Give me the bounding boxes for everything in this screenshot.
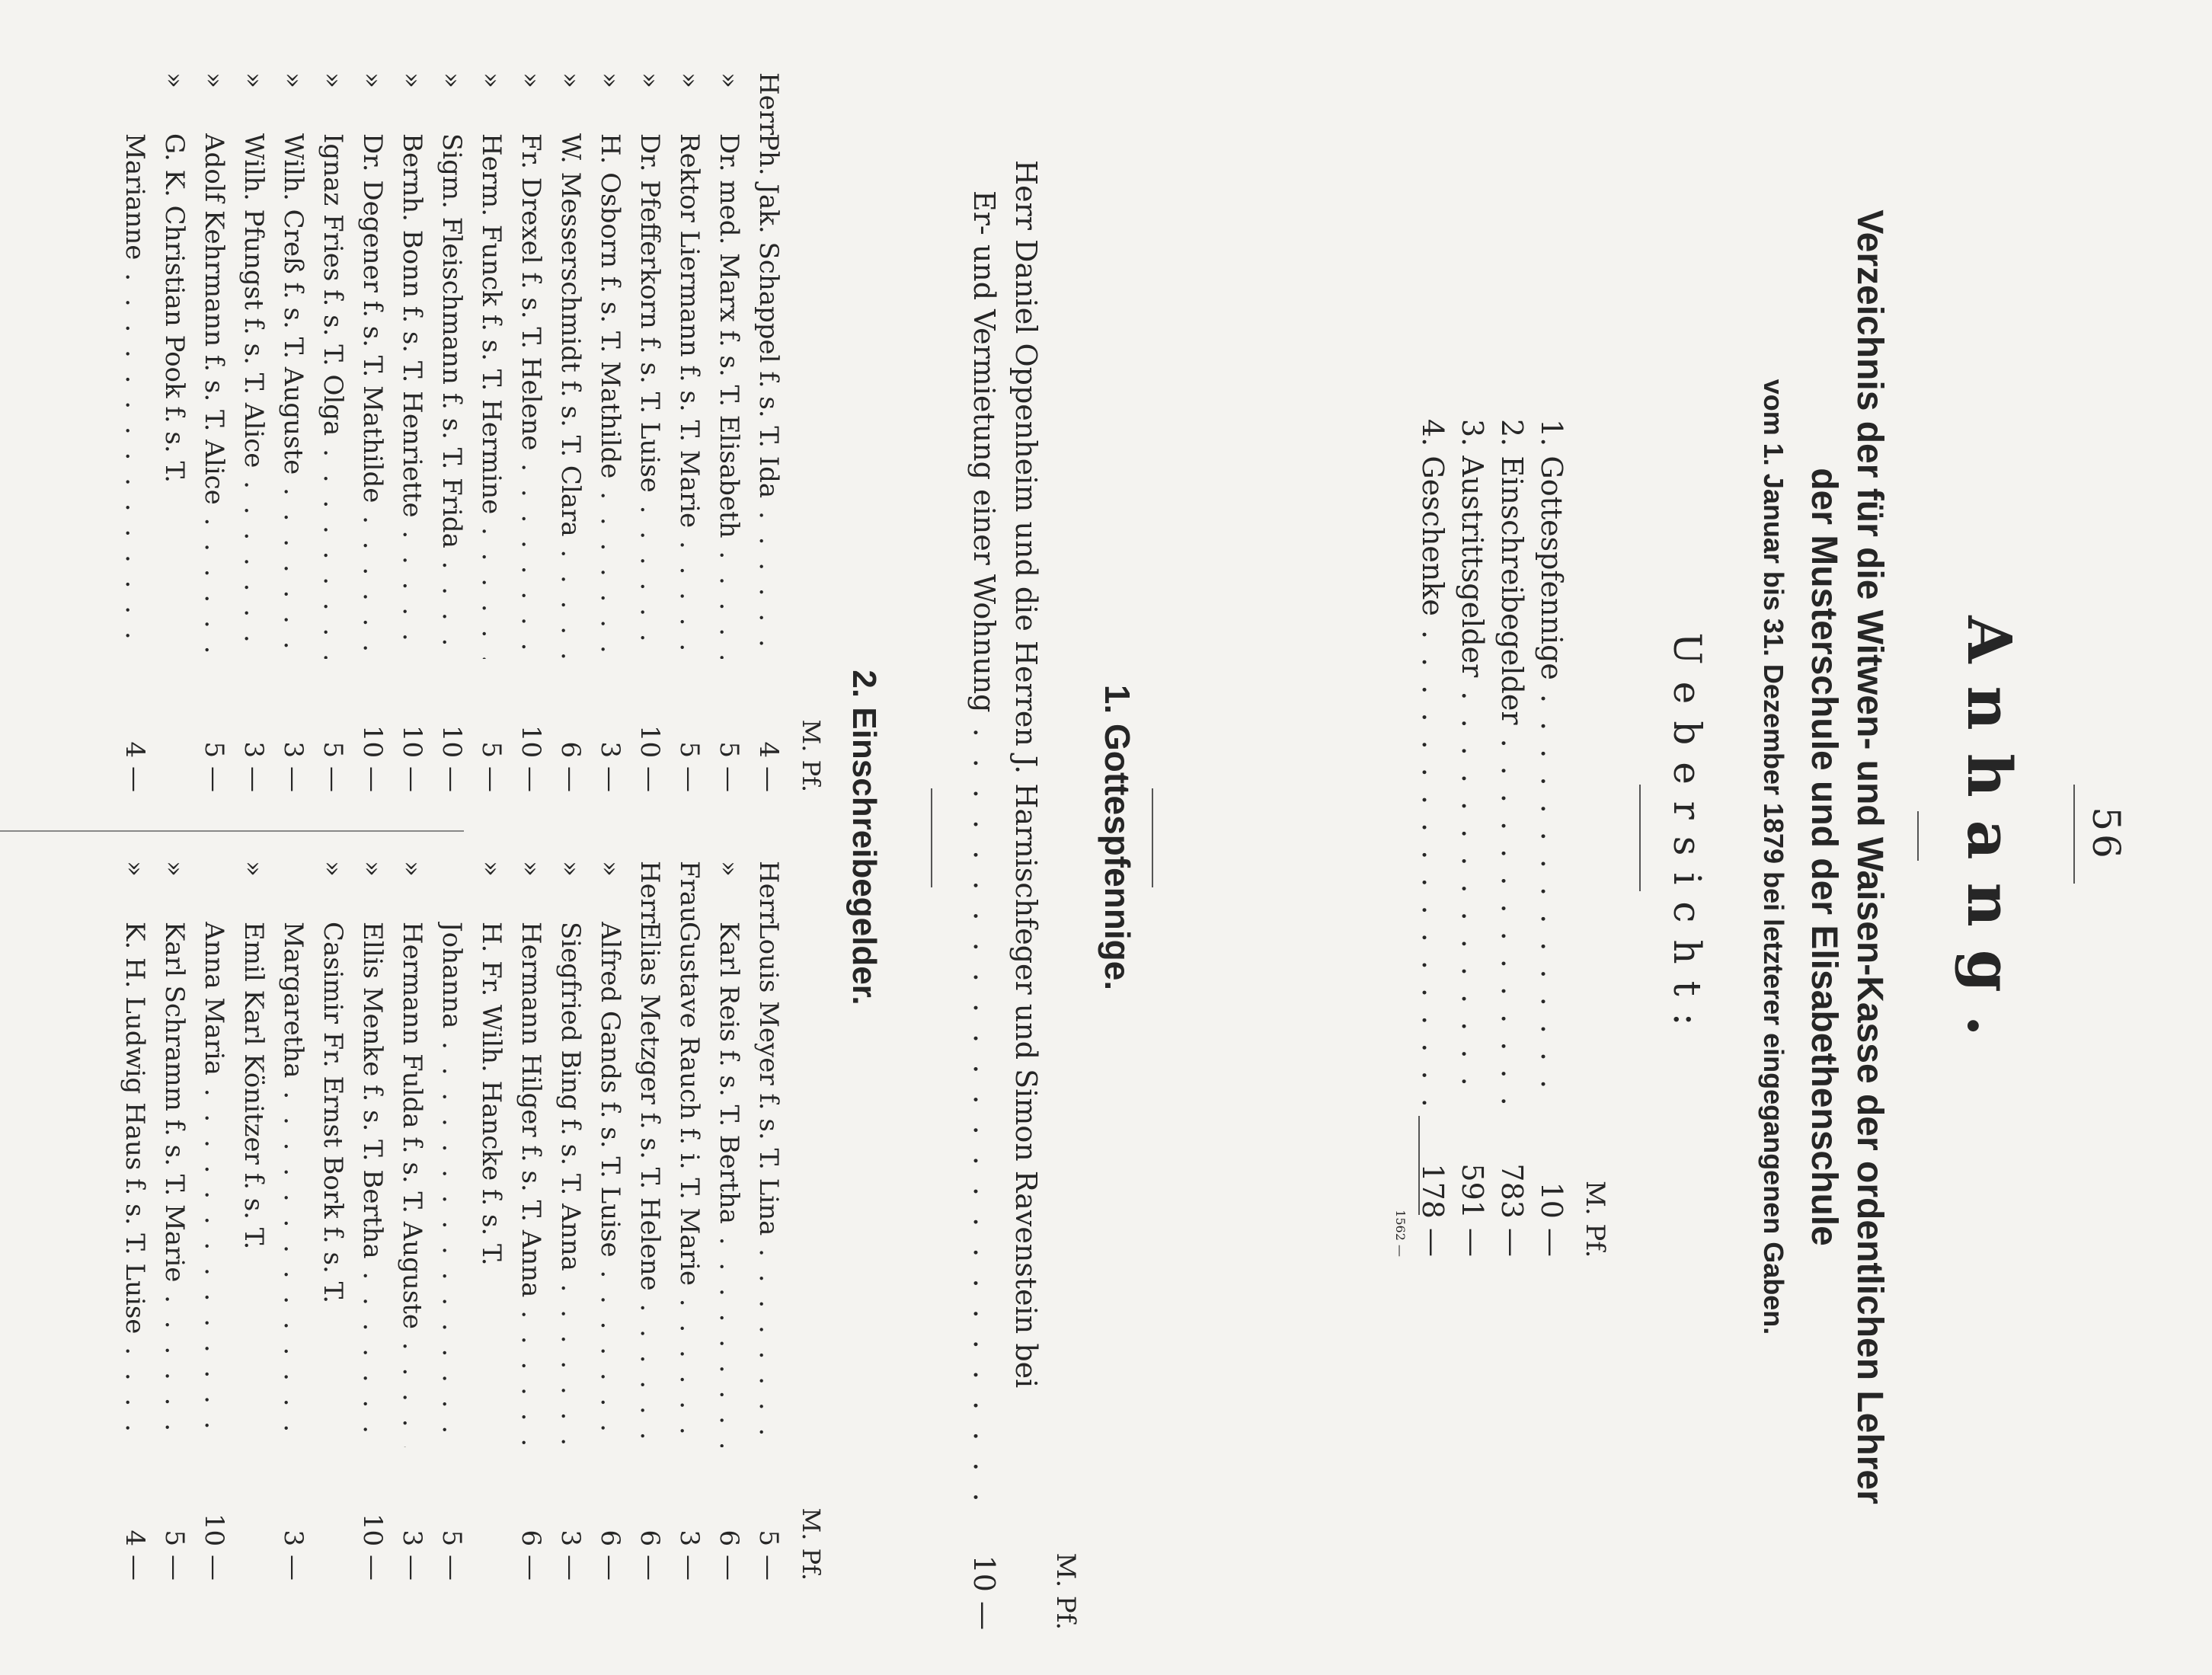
gottespfennige-text-line: Herr Daniel Oppenheim und die Herren J. Harnischfeger und Simon Ravenstein bei xyxy=(1009,160,1043,1389)
entry-value: 5 — xyxy=(318,741,348,792)
page-number-rule xyxy=(2073,785,2075,884)
entry-value: 10 — xyxy=(635,724,665,792)
entry-prefix: » xyxy=(318,72,348,88)
entry-value: 10 — xyxy=(516,724,546,792)
entry-name: H. Osborn f. s. T. Mathilde . . . xyxy=(595,133,625,659)
entry-name: Rektor Liermann f. s. T. Marie . . . xyxy=(674,133,705,659)
entry-prefix: » xyxy=(516,72,546,88)
entry-row xyxy=(744,861,784,1592)
entry-value: 10 — xyxy=(436,724,467,792)
overview-total: 1562 — xyxy=(1393,1210,1408,1257)
entry-prefix: » xyxy=(595,861,625,877)
entry-name: Casimir Fr. Ernst Bork f. s. T. xyxy=(318,922,348,1304)
entry-prefix: » xyxy=(555,861,586,877)
entry-value: 5 — xyxy=(476,741,507,792)
entry-name: Marianne . . . xyxy=(120,133,150,659)
entry-value: 6 — xyxy=(635,1530,665,1581)
section-rule xyxy=(1152,788,1153,887)
entry-value: 4 — xyxy=(120,1530,150,1581)
entry-name: H. Fr. Wilh. Hancke f. s. T. xyxy=(476,922,507,1266)
overview-rule xyxy=(1639,785,1641,891)
column-currency-header: M. Pf. xyxy=(797,1507,826,1581)
entry-value: 10 — xyxy=(199,1513,229,1581)
entry-row xyxy=(705,72,744,804)
entry-row xyxy=(507,861,546,1592)
entry-prefix: » xyxy=(714,72,744,88)
entry-value: 4 — xyxy=(753,741,784,792)
entry-row xyxy=(150,72,190,804)
overview-label: 4. Geschenke . . . xyxy=(1416,419,1450,1104)
entry-name: Adolf Kehrmann f. s. T. Alice . . . xyxy=(199,133,229,659)
entry-row xyxy=(427,72,467,804)
entry-value: 6 — xyxy=(595,1530,625,1581)
overview-row xyxy=(1410,419,1450,1333)
gottespfennige-currency-header: M. Pf. xyxy=(1050,1552,1081,1630)
entry-row xyxy=(586,861,625,1592)
entry-prefix: » xyxy=(516,861,546,877)
entry-row xyxy=(269,861,308,1592)
entry-prefix: » xyxy=(476,72,507,88)
overview-label: 2. Einschreibegelder . . . xyxy=(1495,419,1529,1104)
entry-row xyxy=(229,861,269,1592)
entry-value: 3 — xyxy=(278,1530,308,1581)
entry-prefix: » xyxy=(318,861,348,877)
entry-name: Alfred Gands f. s. T. Luise . . . xyxy=(595,922,625,1447)
entry-row xyxy=(229,72,269,804)
entry-row xyxy=(625,72,665,804)
einschreibegelder-title: 2. Einschreibegelder. xyxy=(845,670,883,1005)
entry-name: K. H. Ludwig Haus f. s. T. Luise . . . xyxy=(120,922,150,1447)
page-number: 56 xyxy=(2084,807,2128,861)
overview-value: 783 — xyxy=(1495,1163,1529,1257)
entry-row xyxy=(348,72,388,804)
entry-row xyxy=(467,861,507,1592)
entry-row xyxy=(308,72,348,804)
entry-prefix: » xyxy=(397,861,427,877)
entry-name: Louis Meyer f. s. T. Lina . . . xyxy=(753,922,784,1447)
entry-row xyxy=(546,72,586,804)
column-currency-header: M. Pf. xyxy=(797,719,826,792)
entry-name: W. Messerschmidt f. s. T. Clara . . . xyxy=(555,133,586,659)
entry-row xyxy=(388,861,427,1592)
entry-name: Hermann Hilger f. s. T. Anna . . . xyxy=(516,922,546,1447)
entry-row xyxy=(110,72,150,804)
entry-row xyxy=(150,861,190,1592)
entry-prefix: » xyxy=(674,72,705,88)
section-rule xyxy=(931,788,932,887)
entry-prefix: » xyxy=(476,861,507,877)
entry-value: 5 — xyxy=(753,1530,784,1581)
document-subheading: vom 1. Januar bis 31. Dezember 1879 bei letzterer eingegangenen Gaben. xyxy=(1758,379,1789,1335)
entry-prefix: » xyxy=(436,72,467,88)
overview-value: 10 — xyxy=(1535,1181,1568,1257)
entry-value: 6 — xyxy=(516,1530,546,1581)
entry-value: 5 — xyxy=(714,741,744,792)
overview-row xyxy=(1489,419,1529,1333)
entry-value: 5 — xyxy=(199,741,229,792)
overview-title: Uebersicht: xyxy=(1665,632,1709,1043)
entry-value: 5 — xyxy=(674,741,705,792)
entry-prefix: » xyxy=(159,861,190,877)
entry-row xyxy=(190,861,229,1592)
entry-row xyxy=(348,861,388,1592)
column-divider xyxy=(0,830,464,832)
entry-prefix: » xyxy=(159,72,190,88)
page-title: Anhang. xyxy=(1954,615,2025,1060)
entry-prefix: » xyxy=(357,72,388,88)
entry-name: Dr. med. Marx f. s. T. Elisabeth . . . xyxy=(714,133,744,659)
title-rule xyxy=(1917,811,1919,861)
entry-prefix: Herr xyxy=(753,861,784,924)
entry-value: 6 — xyxy=(555,741,586,792)
entry-prefix: » xyxy=(238,861,269,877)
entry-row xyxy=(190,72,229,804)
entry-name: Karl Schramm f. s. T. Marie . . . xyxy=(159,922,190,1447)
entry-row xyxy=(546,861,586,1592)
entry-value: 3 — xyxy=(278,741,308,792)
entry-value: 4 — xyxy=(120,741,150,792)
entry-name: Wilh. Creß f. s. T. Auguste . . . xyxy=(278,133,308,659)
entry-name: Fr. Drexel f. s. T. Helene . . . xyxy=(516,133,546,659)
entry-value: 3 — xyxy=(238,741,269,792)
entry-value: 5 — xyxy=(159,1530,190,1581)
entry-name: Dr. Degener f. s. T. Mathilde . . . xyxy=(357,133,388,659)
entry-prefix: » xyxy=(595,72,625,88)
entry-name: Bernh. Bonn f. s. T. Henriette . . . xyxy=(397,133,427,659)
entry-row xyxy=(705,861,744,1592)
entry-name: Ph. Jak. Schappel f. s. T. Ida . . . xyxy=(753,133,784,659)
entry-prefix: » xyxy=(199,72,229,88)
entry-name: Anna Maria . . . xyxy=(199,922,229,1447)
entry-row xyxy=(269,72,308,804)
entry-value: 3 — xyxy=(397,1530,427,1581)
overview-currency-header: M. Pf. xyxy=(1580,1181,1610,1258)
overview-value: 591 — xyxy=(1456,1163,1489,1257)
entry-value: 10 — xyxy=(357,1513,388,1581)
entry-row xyxy=(467,72,507,804)
entry-name: Ellis Menke f. s. T. Bertha . . . xyxy=(357,922,388,1447)
entry-row xyxy=(665,72,705,804)
document-heading: Verzeichnis der für die Witwen- und Waisen-Kasse der ordentlichen Lehrer der Musterschule und der Elisabethenschule xyxy=(1804,209,1890,1504)
entry-name: Karl Reis f. s. T. Bertha . . . xyxy=(714,922,744,1447)
gottespfennige-text-line: Er- und Vermietung einer Wohnung . . . xyxy=(967,190,1001,1501)
entry-name: Wilh. Pfungst f. s. T. Alice . . . xyxy=(238,133,269,659)
entry-prefix: » xyxy=(238,72,269,88)
entry-prefix: Herr xyxy=(753,72,784,136)
entry-prefix: » xyxy=(714,861,744,877)
entry-prefix: » xyxy=(397,72,427,88)
overview-row xyxy=(1529,419,1568,1333)
entry-prefix: Frau xyxy=(674,861,705,924)
entry-name: Dr. Pfefferkorn f. s. T. Luise . . . xyxy=(635,133,665,659)
entry-prefix: » xyxy=(555,72,586,88)
overview-sum-rule xyxy=(1418,1116,1420,1215)
entry-row xyxy=(110,861,150,1592)
entry-name: G. K. Christian Pook f. s. T. xyxy=(159,133,190,483)
entry-value: 10 — xyxy=(397,724,427,792)
entry-row xyxy=(665,861,705,1592)
entry-name: Ignaz Fries f. s. T. Olga . . . xyxy=(318,133,348,659)
entry-value: 10 — xyxy=(357,724,388,792)
entry-value: 5 — xyxy=(436,1530,467,1581)
entry-name: Johanna . . . xyxy=(436,922,467,1447)
entry-name: Hermann Fulda f. s. T. Auguste . . . xyxy=(397,922,427,1447)
overview-row xyxy=(1450,419,1489,1333)
entry-row xyxy=(625,861,665,1592)
entry-name: Margaretha . . . xyxy=(278,922,308,1447)
entry-row xyxy=(427,861,467,1592)
entry-prefix: Herr xyxy=(635,861,665,924)
entry-prefix: » xyxy=(635,72,665,88)
entry-name: Gustave Rauch f. i. T. Marie . . . xyxy=(674,922,705,1447)
entry-row xyxy=(388,72,427,804)
entry-name: Sigm. Fleischmann f. s. T. Frida . . . xyxy=(436,133,467,659)
entry-value: 3 — xyxy=(555,1530,586,1581)
entry-name: Siegfried Bing f. s. T. Anna . . . xyxy=(555,922,586,1447)
entry-prefix: » xyxy=(278,72,308,88)
gottespfennige-title: 1. Gottespfennige. xyxy=(1098,684,1137,991)
overview-value: 178 — xyxy=(1416,1163,1450,1257)
entry-name: Emil Karl Könitzer f. s. T. xyxy=(238,922,269,1250)
entry-value: 6 — xyxy=(714,1530,744,1581)
entry-row xyxy=(308,861,348,1592)
gottespfennige-value: 10 — xyxy=(967,1555,1001,1630)
overview-label: 1. Gottespfennige . . . xyxy=(1535,419,1568,1104)
entry-name: Herm. Funck f. s. T. Hermine . . . xyxy=(476,133,507,659)
entry-prefix: » xyxy=(357,861,388,877)
overview-label: 3. Austrittsgelder . . . xyxy=(1456,419,1489,1104)
entry-prefix: » xyxy=(120,861,150,877)
entry-row xyxy=(507,72,546,804)
entry-name: Elias Metzger f. s. T. Helene . . . xyxy=(635,922,665,1447)
entry-value: 3 — xyxy=(595,741,625,792)
entry-value: 3 — xyxy=(674,1530,705,1581)
entry-row xyxy=(744,72,784,804)
entry-row xyxy=(586,72,625,804)
